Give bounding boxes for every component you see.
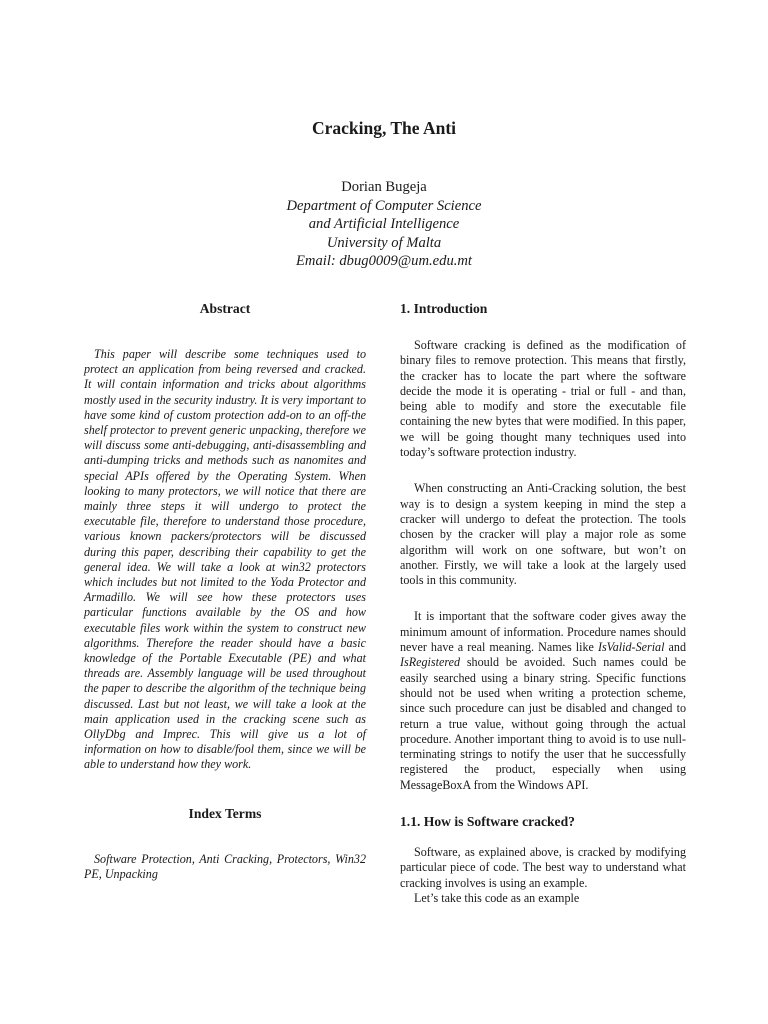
abstract-text: This paper will describe some techniques used to protect an application from being reversed and cracked. It will contain information and tricks about algorithms mostly used in the security industry. It is very important to have some kind of custom protection add-on to an off-the shelf protector to prevent generic unpacking, therefore we will discuss some anti-debugging, anti-disassembling and anti-dumping tricks and methods such as nanomites and special APIs offered by the Operating System. When looking to many protectors, we will notice that there are mainly three steps it will undergo to protect the executable file, therefore to understand those procedure, various known packers/protectors will be discussed during this paper, describing their capability to get the general idea. We will take a look at win32 protectors which includes but not limited to the Yoda Protector and Armadillo. We will see how these protectors uses particular functions available by the OS and how executable files work within the system to construct new algorithms. Therefore the reader should have a basic knowledge of the Portable Executable (PE) and what threads are. Assembly language will be used throughout the paper to describe the algorithm of the technique being discussed. Last but not least, we will take a look at the main application used in the cracking scene such as OllyDbg and Imprec. This will give us a lot of information on how to disable/fool them, since we will be able to understand how they work. xyxy=(84,347,366,772)
left-column xyxy=(84,301,366,882)
subsection-1-1-heading: 1.1. How is Software cracked? xyxy=(400,814,575,830)
abstract-heading: Abstract xyxy=(199,301,251,316)
author-department-line1: Department of Computer Science xyxy=(286,197,482,214)
subsection-1-1-paragraph-2: Let’s take this code as an example xyxy=(414,890,580,905)
author-name: Dorian Bugeja xyxy=(341,179,427,195)
index-terms-text: Software Protection, Anti Cracking, Protectors, Win32 PE, Unpacking xyxy=(84,851,366,881)
index-terms-heading: Index Terms xyxy=(188,805,262,821)
intro-paragraph-3: It is important that the software coder gives away the minimum amount of information. Procedure names should never have a real meaning. Names like IsValid-Serial and IsRegistered should be avoided. Such names could be easily searched using a binary string. Specific functions should not be used when writing a protection scheme, since such procedure can just be disabled and changed to return a true value, without going through the actual procedure. Another important thing to avoid is to use null-terminating strings to notify the user that he successfully registered the product, especially when using MessageBoxA from the Windows API. xyxy=(400,609,686,792)
right-column xyxy=(400,301,686,906)
author-email: Email: dbug0009@um.edu.mt xyxy=(296,253,472,270)
emphasis-isregistered: IsRegistered xyxy=(400,655,461,670)
intro-paragraph-1: Software cracking is defined as the modification of binary files to remove protection. This means that firstly, the cracker has to locate the part where the software decide the mode it is operating - trial or full - and than, being able to modify and store the executable file containing the new bytes that were modified. In this paper, we will be going thought many techniques used into today’s software protection industry. xyxy=(400,338,686,460)
author-department-line2: and Artificial Intelligence xyxy=(308,216,460,233)
author-block xyxy=(0,178,768,271)
subsection-1-1-paragraph-1: Software, as explained above, is cracked by modifying particular piece of code. The best way to understand what cracking involves is using an example. xyxy=(400,845,686,890)
emphasis-isvalidserial: IsValid-Serial xyxy=(597,640,665,655)
author-university: University of Malta xyxy=(326,234,442,251)
introduction-heading: 1. Introduction xyxy=(400,301,488,316)
paper-title: Cracking, The Anti xyxy=(311,118,457,138)
intro-paragraph-2: When constructing an Anti-Cracking solution, the best way is to design a system keeping in mind the step a cracker will undergo to defeat the protection. The tools chosen by the cracker will play a major role as some algorithm will work on one software, but won’t on another. Firstly, we will take a look at the largely used tools in this community. xyxy=(400,481,686,588)
